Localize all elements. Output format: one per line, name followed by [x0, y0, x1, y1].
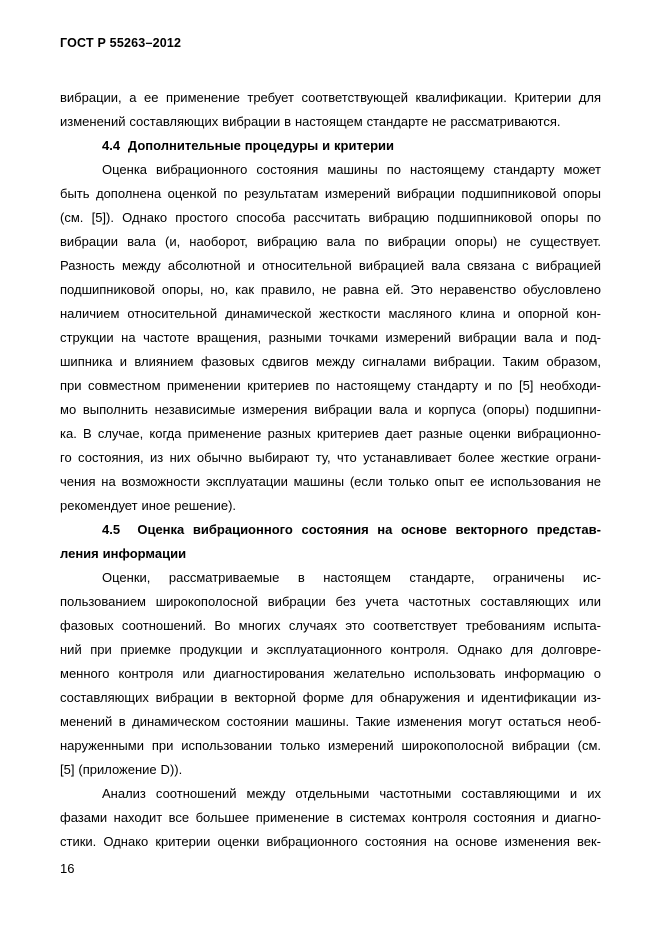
page-number: 16 — [60, 861, 75, 876]
text-line: Анализ соотношений между отдельными частотными составляющими и их — [102, 786, 601, 801]
text-line: Оценка вибрационного состояния машины по настоящему стандарту может — [102, 162, 601, 177]
document-header: ГОСТ Р 55263–2012 — [60, 36, 182, 50]
text-line: рекомендует иное решение). — [60, 498, 237, 513]
text-line: го состояния, из них обычно выбирают ту, что устанавливает более жесткие ограни- — [60, 450, 601, 465]
paragraph-continuation — [60, 86, 601, 134]
paragraph-section-4-5-a — [60, 566, 601, 782]
text-line: (см. [5]). Однако простого способа рассчитать вибрацию подшипниковой опоры по — [60, 210, 601, 225]
text-line: Оценки, рассматриваемые в настоящем стандарте, ограничены ис- — [102, 570, 601, 585]
text-line: вибрации, а ее применение требует соответствующей квалификации. Критерии для — [60, 90, 601, 105]
text-line: шипника и влиянием фазовых сдвигов между сигналами вибрации. Таким образом, — [60, 354, 601, 369]
section-heading-4-5 — [60, 518, 601, 566]
text-line: наличием относительной динамической жесткости масляного клина и опорной кон- — [60, 306, 601, 321]
heading-line: 4.4 Дополнительные процедуры и критерии — [102, 138, 395, 153]
text-line: [5] (приложение D)). — [60, 762, 183, 777]
heading-line: ления информации — [60, 546, 187, 561]
document-body — [60, 86, 601, 854]
section-heading-4-4 — [60, 134, 601, 158]
text-line: ний при приемке продукции и эксплуатационного контроля. Однако для долговре- — [60, 642, 601, 657]
text-line: менений в динамическом состоянии машины. Такие изменения могут остаться необ- — [60, 714, 601, 729]
text-line: составляющих вибрации в векторной форме для обнаружения и идентификации из- — [60, 690, 601, 705]
text-line: быть дополнена оценкой по результатам измерений вибрации подшипниковой опоры — [60, 186, 601, 201]
heading-line: 4.5 Оценка вибрационного состояния на основе векторного представ- — [102, 522, 601, 537]
paragraph-section-4-4 — [60, 158, 601, 518]
text-line: при совместном применении критериев по настоящему стандарту и по [5] необходи- — [60, 378, 601, 393]
text-line: изменений составляющих вибрации в настоящем стандарте не рассматриваются. — [60, 114, 561, 129]
text-line: струкции на частоте вращения, разными точками измерений вибрации вала и под- — [60, 330, 601, 345]
text-line: пользованием широкополосной вибрации без учета частотных составляющих или — [60, 594, 601, 609]
text-line: чения на возможности эксплуатации машины (если только опыт ее использования не — [60, 474, 601, 489]
text-line: менного контроля или диагностирования желательно использовать информацию о — [60, 666, 601, 681]
paragraph-section-4-5-b — [60, 782, 601, 854]
text-line: мо выполнить независимые измерения вибрации вала и корпуса (опоры) подшипни- — [60, 402, 601, 417]
text-line: подшипниковой опоры, но, как правило, не равна ей. Это неравенство обусловлено — [60, 282, 601, 297]
text-line: ка. В случае, когда применение разных критериев дает разные оценки вибрационно- — [60, 426, 601, 441]
text-line: вибрации вала (и, наоборот, вибрацию вала по вибрации опоры) не существует. — [60, 234, 601, 249]
text-line: стики. Однако критерии оценки вибрационного состояния на основе изменения век- — [60, 834, 601, 849]
text-line: фазами находит все большее применение в системах контроля состояния и диагно- — [60, 810, 601, 825]
text-line: фазовых соотношений. Во многих случаях это соответствует требованиям испыта- — [60, 618, 601, 633]
text-line: наруженными при использовании только измерений широкополосной вибрации (см. — [60, 738, 601, 753]
text-line: Разность между абсолютной и относительной вибрацией вала связана с вибрацией — [60, 258, 601, 273]
